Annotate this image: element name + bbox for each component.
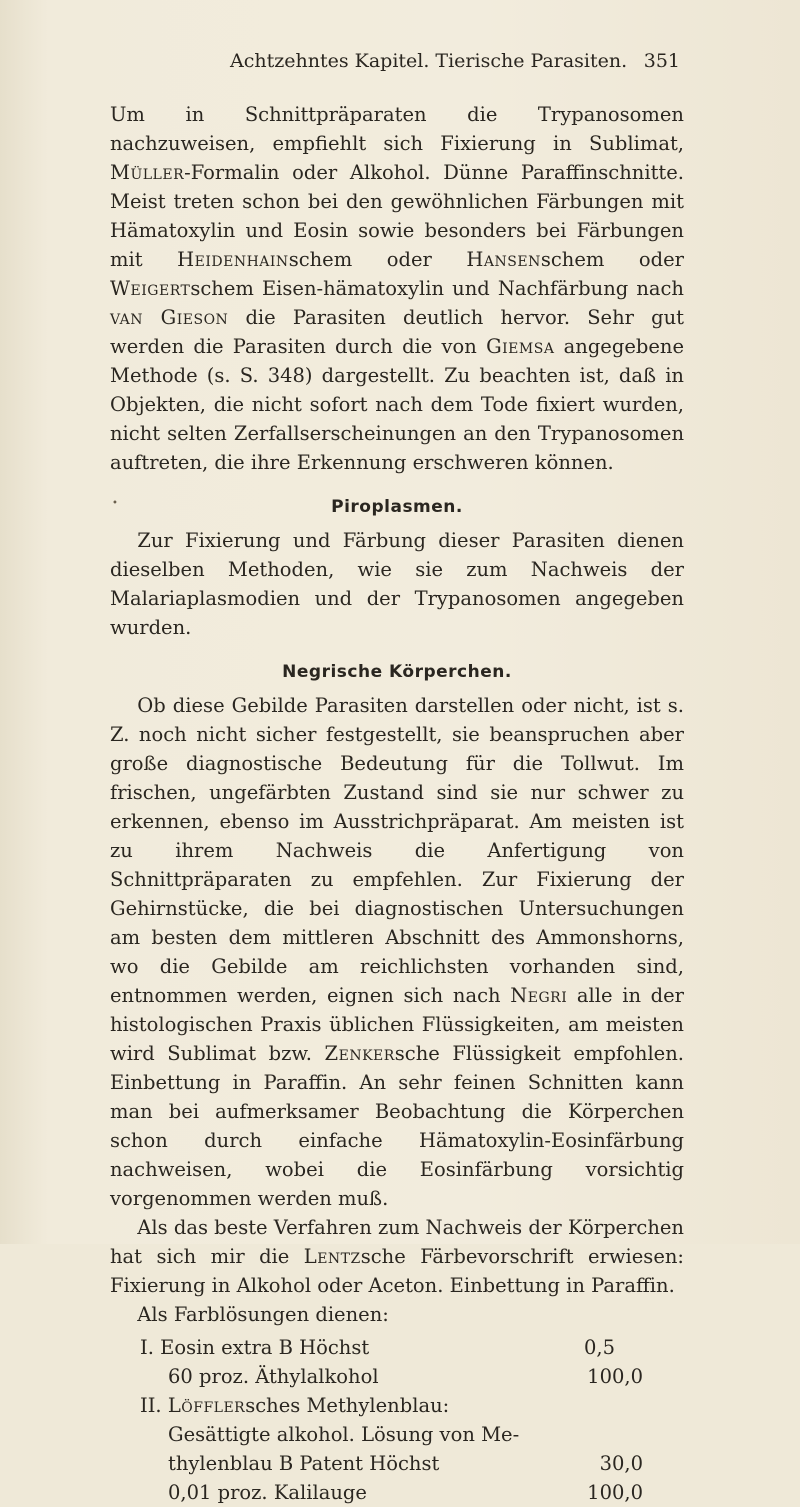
author-name: Müller	[110, 161, 185, 184]
section-heading-negrische-koerperchen: Negrische Körperchen.	[282, 662, 512, 682]
author-name: Hansen	[466, 248, 541, 271]
recipe-row: II. Löfflersches Methylenblau:	[140, 1394, 450, 1417]
section-heading-piroplasmen: Piroplasmen.	[331, 497, 463, 517]
stray-mark: •	[112, 498, 118, 509]
recipe-row: Gesättigte alkohol. Lösung von Me-	[168, 1423, 520, 1446]
running-header	[230, 50, 680, 80]
recipe-row: I. Eosin extra B Höchst 0,5	[140, 1336, 615, 1359]
author-name: Lentz	[303, 1245, 361, 1268]
recipe-row: 60 proz. Äthylalkohol 100,0	[168, 1365, 643, 1388]
paragraph-lentz: Als das beste Verfahren zum Nachweis der Körperchen hat sich mir die Lentzsche Färbevorschrift erwiesen: Fixierung in Alkohol oder Aceton. Einbettung in Paraffin.	[110, 1216, 684, 1297]
chapter-title: Achtzehntes Kapitel. Tierische Parasiten.	[230, 50, 628, 72]
paragraph-piroplasmen: Zur Fixierung und Färbung dieser Parasiten dienen dieselben Methoden, wie sie zum Nachweis der Malariaplasmodien und der Trypanosomen angegeben wurden.	[110, 529, 684, 639]
paragraph-farbloesungen: Als Farblösungen dienen:	[137, 1303, 389, 1326]
author-name: Negri	[510, 984, 568, 1007]
recipe-row: thylenblau B Patent Höchst 30,0	[168, 1452, 643, 1475]
author-name: van Gieson	[110, 306, 229, 329]
author-name: Heidenhain	[177, 248, 289, 271]
recipe-row: 0,01 proz. Kalilauge 100,0	[168, 1481, 643, 1504]
recipe-list	[140, 1333, 684, 1507]
page-number: 351	[643, 50, 680, 72]
author-name: Weigert	[110, 277, 191, 300]
paragraph-negri-1: Ob diese Gebilde Parasiten darstellen oder nicht, ist s. Z. noch nicht sicher festgestellt, sie beanspruchen aber große diagnostische Bedeutung für die Tollwut. Im frischen, ungefärbten Zustand sind sie nur schwer zu erkennen, ebenso im Ausstrichpräparat. Am meisten ist zu ihrem Nachweis die Anfertigung von Schnittpräparaten zu empfehlen. Zur Fixierung der Gehirnstücke, die bei diagnostischen Untersuchungen am besten dem mittleren Abschnitt des Ammonshorns, wo die Gebilde am reichlichsten vorhanden sind, entnommen werden, eignen sich nach Negri alle in der histologischen Praxis üblichen Flüssigkeiten, am meisten wird Sublimat bzw. Zenkersche Flüssigkeit empfohlen. Einbettung in Paraffin. An sehr feinen Schnitten kann man bei aufmerksamer Beobachtung die Körperchen schon durch einfache Hämatoxylin-Eosinfärbung nachweisen, wobei die Eosinfärbung vorsichtig vorgenommen werden muß.	[110, 694, 684, 1210]
author-name: Löffler	[167, 1394, 246, 1417]
author-name: Zenker	[324, 1042, 395, 1065]
author-name: Giemsa	[486, 335, 555, 358]
body-text	[110, 100, 684, 1507]
paragraph-trypanosomen: Um in Schnittpräparaten die Trypanosomen nachzuweisen, empfiehlt sich Fixierung in Sublimat, Müller-Formalin oder Alkohol. Dünne Paraffinschnitte. Meist treten schon bei den gewöhnlichen Färbungen mit Hämatoxylin und Eosin sowie besonders bei Färbungen mit Heidenhainschem oder Hansenschem oder Weigertschem Eisen-hämatoxylin und Nachfärbung nach van Gieson die Parasiten deutlich hervor. Sehr gut werden die Parasiten durch die von Giemsa angegebene Methode (s. S. 348) dargestellt. Zu beachten ist, daß in Objekten, die nicht sofort nach dem Tode fixiert wurden, nicht selten Zerfallserscheinungen an den Trypanosomen auftreten, die ihre Erkennung erschweren können.	[110, 103, 684, 474]
